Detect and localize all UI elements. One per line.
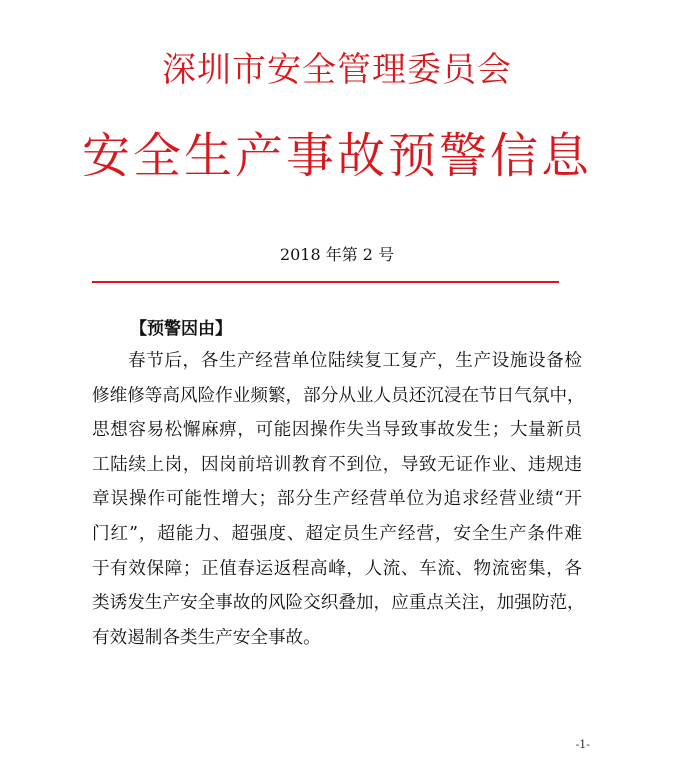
paragraph-line: 类诱发生产安全事故的风险交织叠加，应重点关注，加强防范， <box>92 593 585 614</box>
red-divider-line <box>92 281 559 283</box>
organization-title: 深圳市安全管理委员会 <box>162 50 512 90</box>
document-title: 安全生产事故预警信息 <box>81 128 592 184</box>
paragraph-line: 修维修等高风险作业频繁，部分从业人员还沉浸在节日气氛中， <box>92 385 585 406</box>
page-number: -1- <box>575 738 590 751</box>
paragraph-line: 工陆续上岗，因岗前培训教育不到位，导致无证作业、违规违 <box>92 454 582 475</box>
paragraph-line: 有效遏制各类生产安全事故。 <box>92 627 321 648</box>
paragraph-line: 门红”，超能力、超强度、超定员生产经营，安全生产条件难 <box>92 523 582 544</box>
issue-number: 2018 年第 2 号 <box>279 245 395 264</box>
section-heading: 【预警因由】 <box>130 319 232 339</box>
paragraph-line: 春节后，各生产经营单位陆续复工复产，生产设施设备检 <box>128 351 582 371</box>
paragraph-line: 思想容易松懈麻痹，可能因操作失当导致事故发生；大量新员 <box>92 420 582 441</box>
body-paragraph <box>92 344 585 655</box>
paragraph-line: 于有效保障；正值春运返程高峰，人流、车流、物流密集，各 <box>92 558 582 579</box>
paragraph-line: 章误操作可能性增大；部分生产经营单位为追求经营业绩“开 <box>92 489 582 510</box>
